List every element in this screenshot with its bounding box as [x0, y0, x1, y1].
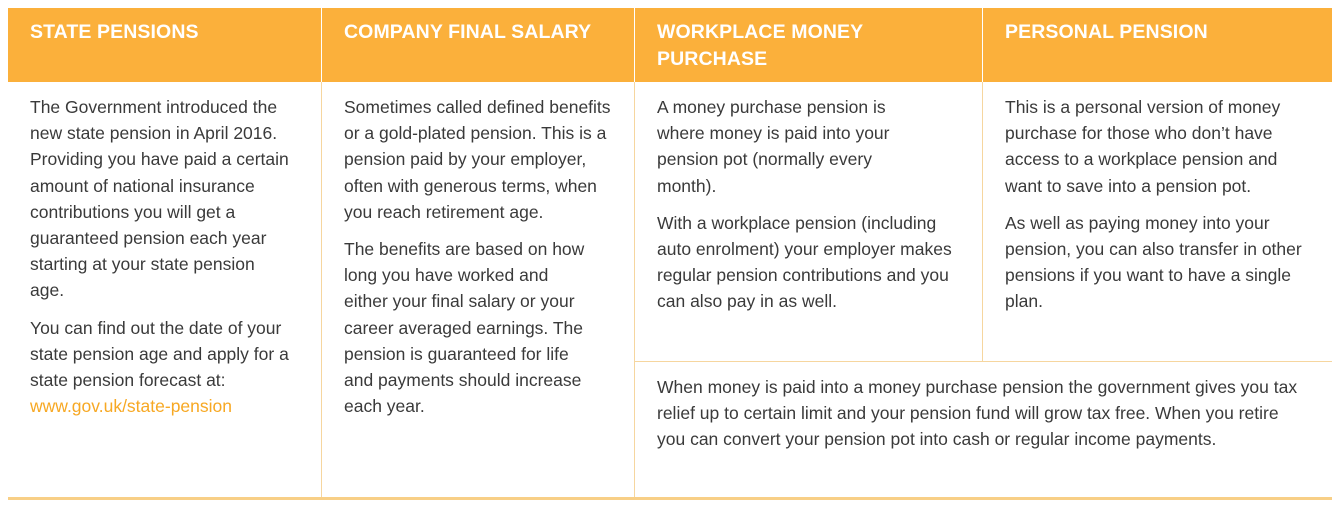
personal-paragraph-2: As well as paying money into your pension, you can also transfer in other pensions if you want to have a single plan. [1005, 212, 1302, 312]
header-workplace-money-purchase [634, 8, 982, 82]
money-purchase-shared-paragraph: When money is paid into a money purchase pension the government gives you tax relief up to certain limit and your pension fund will grow tax free. When you retire you can convert your pension pot into cash or regular income payments. [657, 377, 1298, 450]
header-personal-pension-label: PERSONAL PENSION [1005, 21, 1208, 43]
header-personal-pension [982, 8, 1332, 82]
bottom-rule [8, 497, 1332, 500]
company-final-salary-paragraph-2: The benefits are based on how long you have worked and either your final salary or your career averaged earnings. The pension is guaranteed for life and payments should increase each year. [344, 239, 585, 417]
state-pension-link[interactable]: www.gov.uk/state-pension [30, 396, 233, 417]
workplace-paragraph-1: A money purchase pension is where money is paid into your pension pot (normally every month). [657, 97, 890, 196]
header-workplace-line2: PURCHASE [657, 48, 768, 70]
company-final-salary-paragraph-1: Sometimes called defined benefits or a gold-plated pension. This is a pension paid by your employer, often with generous terms, when you reach retirement age. [344, 97, 611, 222]
company-final-salary-cell [321, 82, 634, 500]
money-purchase-shared-cell [634, 362, 1332, 500]
header-workplace-line1: WORKPLACE MONEY [657, 21, 864, 43]
personal-paragraph-1: This is a personal version of money purchase for those who don’t have access to a workplace pension and want to save into a pension pot. [1005, 97, 1281, 196]
header-state-pensions [8, 8, 321, 82]
personal-pension-cell [982, 82, 1332, 362]
state-pensions-paragraph-2-text: You can find out the date of your state pension age and apply for a state pension forecast at: [30, 317, 289, 391]
pension-types-table [8, 8, 1332, 500]
header-company-final-salary-label: COMPANY FINAL SALARY [344, 21, 592, 43]
state-pensions-paragraph-2 [30, 315, 292, 420]
state-pensions-paragraph-1: The Government introduced the new state pension in April 2016. Providing you have paid a certain amount of national insurance contributions you will get a guaranteed pension each year starting at your state pension age. [30, 97, 289, 301]
workplace-paragraph-2: With a workplace pension (including auto enrolment) your employer makes regular pension contributions and you can also pay in as well. [657, 212, 952, 312]
workplace-money-purchase-cell [634, 82, 982, 362]
header-state-pensions-label: STATE PENSIONS [30, 21, 199, 43]
state-pensions-cell [8, 82, 321, 500]
header-company-final-salary [321, 8, 634, 82]
